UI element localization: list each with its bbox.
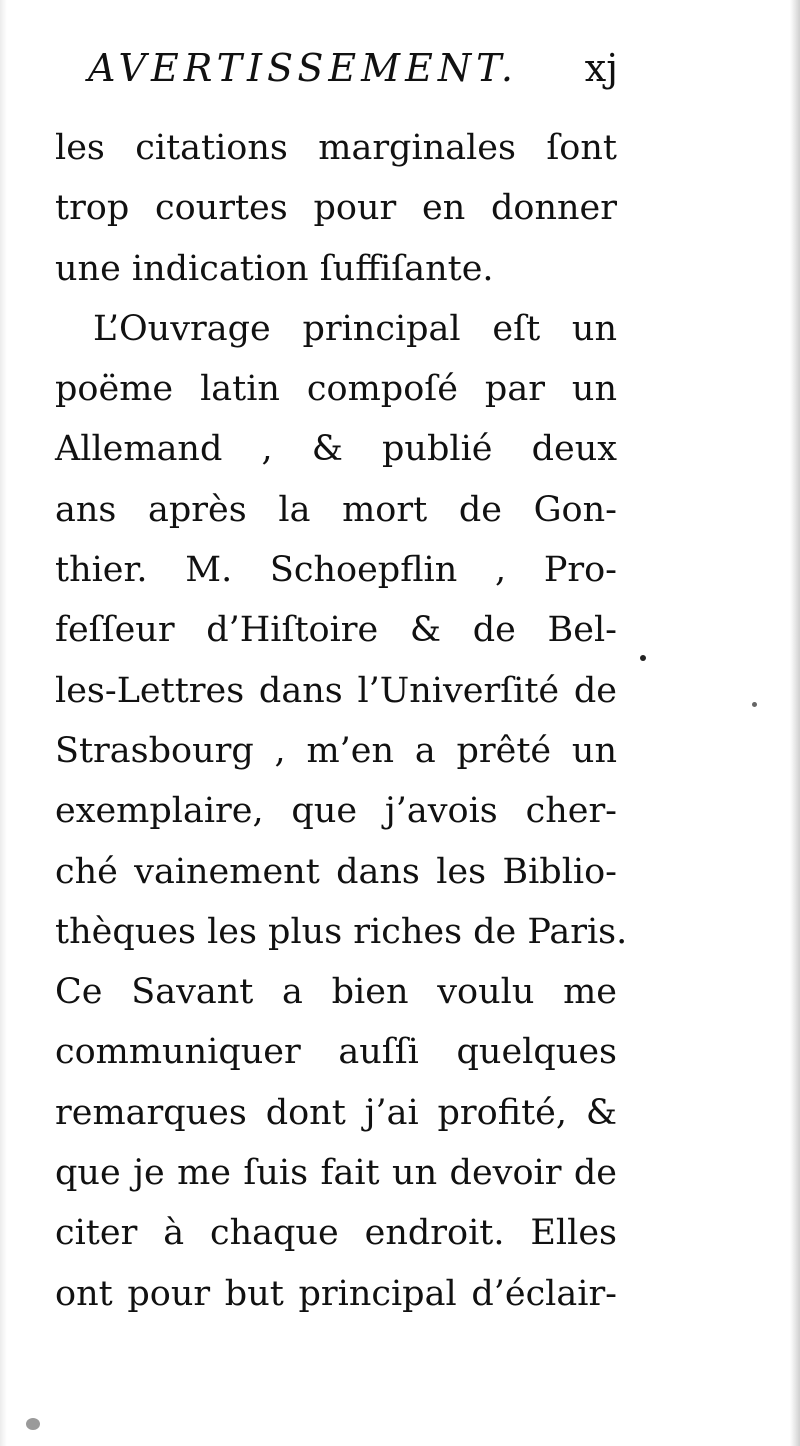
text-line: thier. M. Schoepflin , Pro- [55, 550, 617, 591]
text-line: citer à chaque endroit. Elles [55, 1213, 617, 1254]
text-line: feſſeur d’Hiſtoire & de Bel- [55, 610, 617, 651]
text-line: les citations marginales ſont [55, 128, 617, 168]
text-line: exemplaire, que j’avois cher- [55, 791, 617, 832]
text-line: Allemand , & publié deux [55, 429, 617, 470]
ink-speck [640, 655, 646, 661]
text-line: ché vainement dans les Biblio- [55, 851, 617, 892]
text-line: que je me ſuis fait un devoir de [55, 1153, 617, 1194]
page-gutter-shadow [0, 0, 7, 1446]
page-edge-shadow [790, 0, 800, 1446]
running-head-title: AVERTISSEMENT. [88, 46, 518, 90]
text-line: communiquer auſſi quelques [55, 1032, 617, 1073]
ink-speck [752, 702, 757, 707]
text-line: ont pour but principal d’éclair- [55, 1273, 617, 1314]
text-line: Ce Savant a bien voulu me [55, 972, 617, 1013]
text-line: thèques les plus riches de Paris. [55, 911, 628, 952]
ink-speck [26, 1418, 40, 1430]
text-line: remarques dont j’ai profité, & [55, 1092, 617, 1133]
page-number: xj [584, 46, 618, 90]
text-line: Strasbourg , m’en a prêté un [55, 730, 617, 771]
text-line: trop courtes pour en donner [55, 188, 617, 229]
text-line: poëme latin compoſé par un [55, 369, 617, 410]
text-line: les-Lettres dans l’Univerſité de [55, 670, 617, 711]
text-line: L’Ouvrage principal eſt un [93, 308, 617, 349]
text-line: ans après la mort de Gon- [55, 489, 617, 530]
text-line: une indication ſuffiſante. [55, 248, 494, 289]
body-text [55, 118, 628, 1324]
running-head [88, 38, 618, 98]
